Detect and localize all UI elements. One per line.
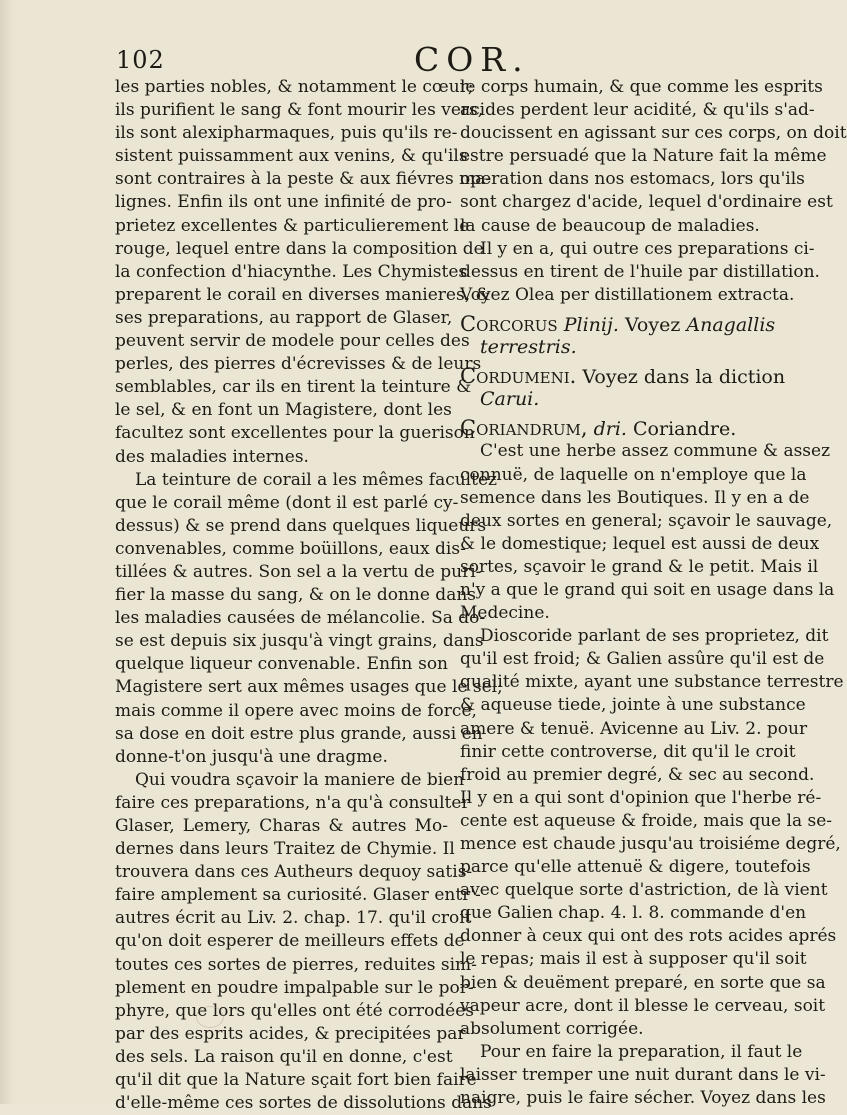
entry-term: Corcorus [460,311,558,336]
text-line: ses preparations, au rapport de Glaser, [115,307,453,328]
paragraph-start: Dioscoride parlant de ses proprietez, dit [480,626,829,647]
entry-reference: terrestris. [480,336,577,359]
text-line: Medecine. [460,603,550,624]
text-line: ils sont alexipharmaques, puis qu'ils re- [115,123,458,144]
text-line: cente est aqueuse & froide, mais que la se- [460,810,833,831]
paragraph-start: Il y en a, qui outre ces preparations ci- [480,238,815,259]
text-line: dessus) & se prend dans quelques liqueurs [115,515,487,536]
text-line: sortes, sçavoir le grand & le petit. Mais il [460,556,819,577]
text-line: operation dans nos estomacs, lors qu'ils [460,169,805,190]
text-line: se est depuis six jusqu'à vingt grains, dans [115,631,484,652]
running-title: COR. [414,40,530,79]
text-line: & aqueuse tiede, jointe à une substance [460,695,806,716]
text-line: Il y en a qui sont d'opinion que l'herbe ré- [460,787,822,808]
text-line: absolument corrigée. [460,1018,644,1039]
text-line: donne-t'on jusqu'à une dragme. [115,746,388,767]
text-line: sa dose en doit estre plus grande, aussi en [115,723,483,744]
text-line: par des esprits acides, & precipitées par [115,1023,466,1044]
text-line: parce qu'elle attenuë & digere, toutefois [460,857,811,878]
text-line: Magistere sert aux mêmes usages que le sel; [115,677,503,698]
entry-term: Cordumeni. [460,364,577,389]
text-line: fier la masse du sang, & on le donne dans [115,585,477,606]
text-line: qu'il est froid; & Galien assûre qu'il est de [460,649,825,670]
text-line: qu'on doit esperer de meilleurs effets de [115,931,465,952]
entry-heading-corcorus [460,313,778,336]
entry-source: Plinij. [563,313,619,336]
text-line: froid au premier degré, & sec au second. [460,764,815,785]
text-line: la cause de beaucoup de maladies. [460,215,760,236]
text-line: preparent le corail en diverses manieres, & [115,284,491,305]
text-line: que le corail même (dont il est parlé cy- [115,492,459,513]
text-line: finir cette controverse, dit qu'il le croit [460,741,796,762]
text-line: faire amplement sa curiosité. Glaser entr'- [115,885,481,906]
text-line: dessus en tirent de l'huile par distillation. [460,261,820,282]
text-line: quelque liqueur convenable. Enfin son [115,654,448,675]
text-line: convenables, comme boüillons, eaux dis- [115,538,466,559]
text-line: rouge, lequel entre dans la composition de [115,238,484,259]
entry-french-name: Coriandre. [633,418,737,441]
entry-term: Coriandrum, [460,416,588,441]
text-line: les maladies causées de mélancolie. Sa do- [115,608,486,629]
text-line: sont chargez d'acide, lequel d'ordinaire est [460,192,833,213]
paragraph-start: Pour en faire la preparation, il faut le [480,1041,803,1062]
text-line: prietez excellentes & particulierement le [115,215,470,236]
text-line: bien & deuëment preparé, en sorte que sa [460,972,826,993]
text-line: connuë, de laquelle on n'employe que la [460,464,807,485]
text-line: avec quelque sorte d'astriction, de là vient [460,880,828,901]
text-line: perles, des pierres d'écrevisses & de leurs [115,354,482,375]
text-line: le corps humain, & que comme les esprits [460,77,823,97]
text-line: toutes ces sortes de pierres, reduites sim- [115,954,477,975]
text-line: d'elle-même ces sortes de dissolutions dans [115,1093,492,1114]
text-line: & le domestique; lequel est aussi de deux [460,533,820,554]
text-line: faire ces preparations, n'a qu'à consulter [115,792,470,813]
entry-suffix: dri. [593,418,627,441]
text-line: phyre, que lors qu'elles ont été corrodées [115,1000,475,1021]
text-line: les parties nobles, & notamment le cœur; [115,77,474,97]
text-line: sistent puissamment aux venins, & qu'ils [115,146,468,167]
text-line: semblables, car ils en tirent la teinture & [115,377,472,398]
text-line: la confection d'hiacynthe. Les Chymistes [115,261,468,282]
see-label: Voyez [624,313,681,336]
paragraph-start: Qui voudra sçavoir la maniere de bien [135,769,465,790]
text-line: tillées & autres. Son sel a la vertu de puri- [115,561,482,582]
entry-text: Voyez dans la diction [582,366,786,389]
text-line: qualité mixte, ayant une substance terrestre [460,672,844,693]
text-line: estre persuadé que la Nature fait la même [460,146,827,167]
text-line: donner à ceux qui ont des rots acides aprés [460,926,837,947]
text-line: peuvent servir de modele pour celles des [115,331,470,352]
text-line: amere & tenuë. Avicenne au Liv. 2. pour [460,718,808,739]
left-column [115,76,503,1115]
text-line: deux sortes en general; sçavoir le sauvage, [460,510,833,531]
text-line: que Galien chap. 4. l. 8. commande d'en [460,903,807,924]
text-line: doucissent en agissant sur ces corps, on doit [460,123,847,144]
text-line: autres écrit au Liv. 2. chap. 17. qu'il croit [115,908,472,929]
right-column [460,76,847,1110]
text-line: qu'il dit que la Nature sçait fort bien faire [115,1070,477,1091]
text-line: des sels. La raison qu'il en donne, c'est [115,1046,453,1067]
paragraph-start: La teinture de corail a les mêmes facultez [135,469,497,490]
text-line: des maladies internes. [115,446,309,467]
entry-reference: Anagallis [686,313,776,336]
text-line: semence dans les Boutiques. Il y en a de [460,487,810,508]
text-line: dernes dans leurs Traitez de Chymie. Il [115,839,455,860]
text-line: naigre, puis le faire sécher. Voyez dans les [460,1088,826,1109]
text-line: lignes. Enfin ils ont une infinité de pro- [115,192,452,213]
text-line: le sel, & en font un Magistere, dont les [115,400,452,421]
text-line: sont contraires à la peste & aux fiévres ma- [115,169,492,190]
entry-heading-cordumeni [460,364,786,389]
text-line: facultez sont excellentes pour la guerison [115,423,475,444]
text-line: mence est chaude jusqu'au troisiéme degré, [460,834,841,854]
cross-reference-line: Voyez Olea per distillationem extracta. [460,284,795,305]
text-line: acides perdent leur acidité, & qu'ils s'ad- [460,100,815,121]
text-line: Glaser, Lemery, Charas & autres Mo- [115,816,448,836]
text-line: mais comme il opere avec moins de force, [115,700,477,721]
paragraph-start: C'est une herbe assez commune & assez [480,441,831,462]
text-line: le repas; mais il est à supposer qu'il soit [460,949,807,970]
text-line: vapeur acre, dont il blesse le cerveau, soit [460,995,826,1016]
entry-heading-coriandrum [460,417,778,440]
text-line: plement en poudre impalpable sur le por- [115,977,474,998]
page-edge-shadow [0,0,14,1104]
entry-reference: Carui. [480,388,540,411]
text-line: ils purifient le sang & font mourir les vers, [115,100,484,121]
text-line: n'y a que le grand qui soit en usage dans la [460,579,835,600]
text-line: laisser tremper une nuit durant dans le vi- [460,1064,826,1085]
paper-stain [196,1006,224,1028]
text-line: trouvera dans ces Autheurs dequoy satis- [115,862,473,883]
page-number: 102 [116,46,165,74]
